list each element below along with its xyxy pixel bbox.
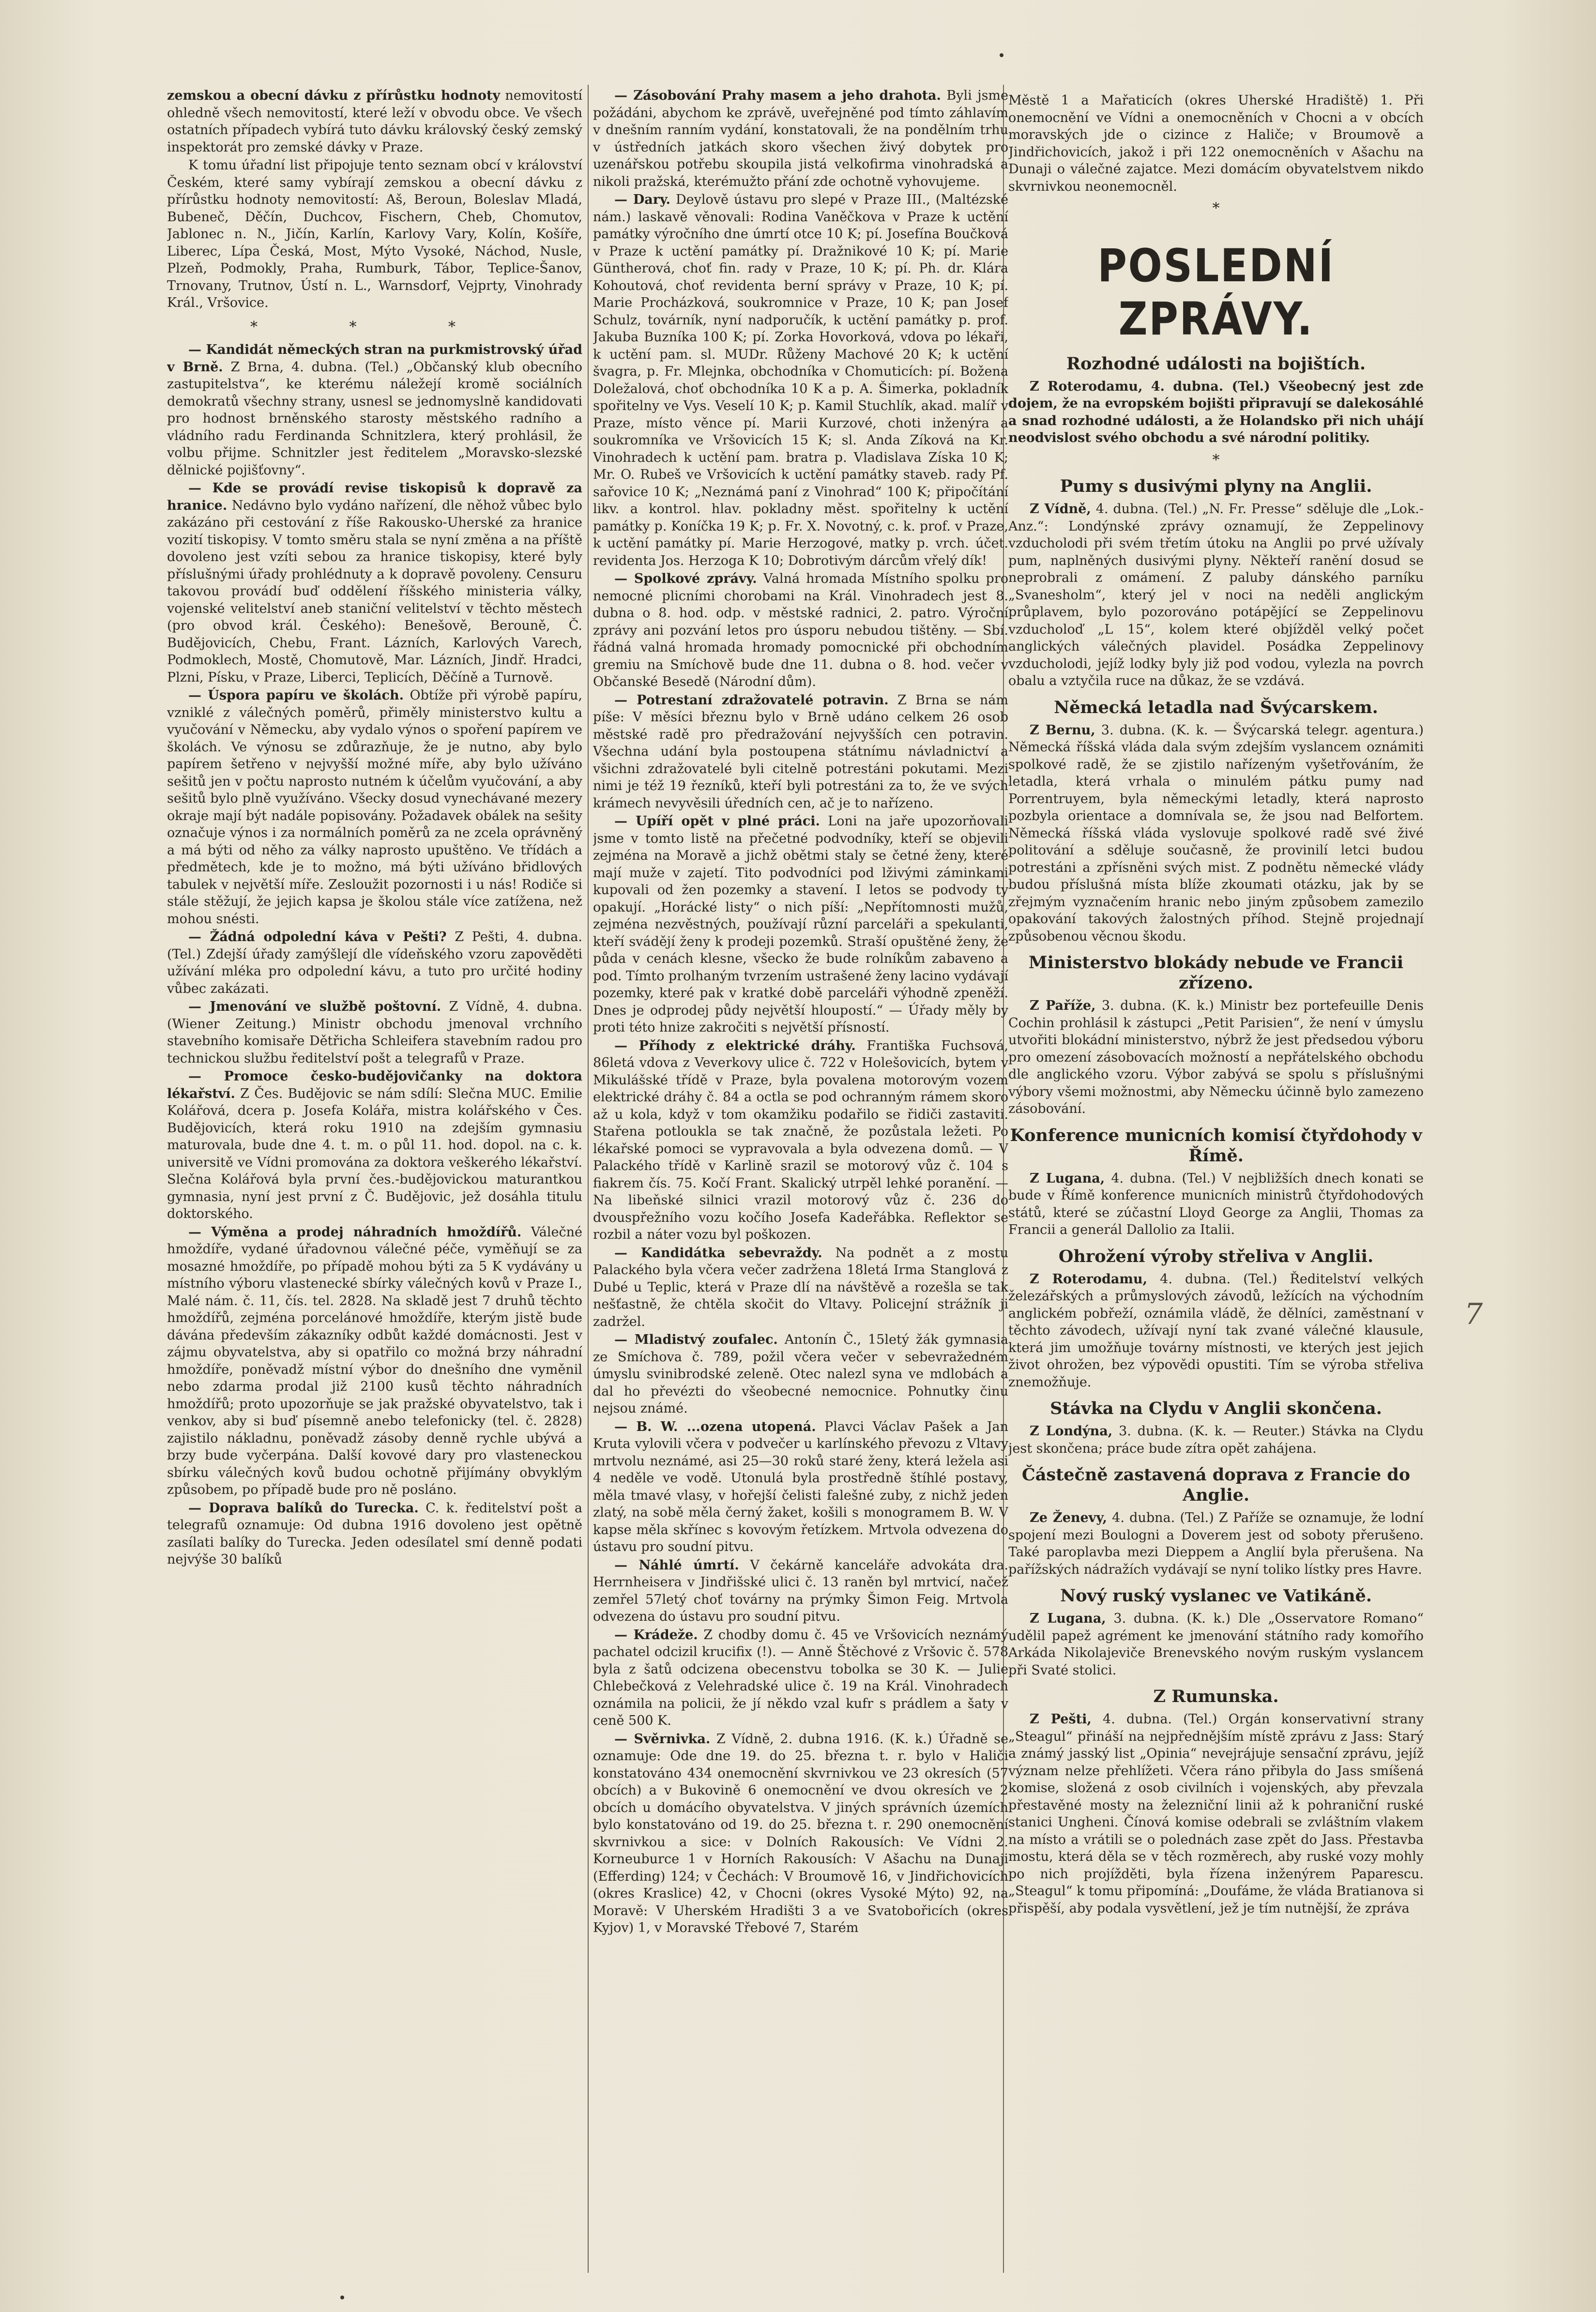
article-headline: Ze Ženevy, xyxy=(1030,1510,1107,1525)
article-headline: — B. W. ...ozena utopená. xyxy=(614,1419,816,1434)
print-speck xyxy=(1000,53,1003,57)
article-text: Z Pešti, 4. dubna. (Tel.) Zdejší úřady zamýšlejí dle vídeňského vzoru zapověděti užívání mléka pro odpolední kávu, a tuto pro určité hodiny vůbec zakázati. xyxy=(167,929,582,996)
article-headline: Z Pešti, xyxy=(1030,1712,1092,1727)
article-text: Valná hromada Místního spolku pro nemocné plicními chorobami na Král. Vinohradech jest 8. dubna o 8. hod. odp. v městské radnici, 2. patro. Výroční zprávy ani pozvání letos pro úsporu nebudou tištěny. — Sbí. řádná valná hromada hromady pomocnické při obchodním gremiu na Smíchově bude dne 11. dubna o 8. hod. večer v Občanské Besedě (Národní dům). xyxy=(593,571,1008,689)
article-text: Z Vídně, 2. dubna 1916. (K. k.) Úřadně se oznamuje: Ode dne 19. do 25. března t. r. bylo v Haliči konstatováno 434 onemocnění skvrnivkou ve 23 okresích (57 obcích) a v Bukovině 6 onemocnění ve dvou okresích ve 2 obcích u domácího obyvatelstva. V jiných správních územích bylo konstatováno od 19. do 25. března t. r. 290 onemocnění skvrnivkou a sice: v Dolních Rakousích: Ve Vídni 2. Korneuburce 1 v Horních Rakousích: V Ašachu na Dunaji (Efferding) 124; v Čechách: V Broumově 16, v Jindřichovicích (okres Kraslice) 42, v Chocni (okres Vysoké Mýto) 92, na Moravě: V Uherském Hradišti 3 a ve Svatobořicích (okres Kyjov) 1, v Moravské Třebové 7, Starém xyxy=(593,1731,1008,1935)
news-item xyxy=(1008,722,1424,945)
section-heading: Ohrožení výroby střeliva v Anglii. xyxy=(1058,1246,1374,1266)
article-headline: Z Bernu, xyxy=(1030,722,1095,738)
article-headline: — Výměna a prodej náhradních hmoždířů. xyxy=(188,1224,522,1240)
article-text: 3. dubna. (K. k. — Švýcarská telegr. agentura.) Německá říšská vláda dala svým zdejším vyslancem oznámiti spolkové radě, že se zjistilo nařízeným vyšetřováním, že letadla, která vrhala o minulém pátku pumy nad Porrentruyem, byla německými letadly, která naprosto pozbyla orientace a domnívala se, že jsou nad Belfortem. Německá říšská vláda vyslovuje spolkové radě své živé politování a sděluje současně, že provinilí letci budou potrestáni a zpřísněni svých mist. Z podnětu německé vlády budou příslušná místa blíže zkoumati otázku, jak by se zřejmým vyznačením hranic nebo jiným způsobem zamezilo opakování takových žalostných příhod. Stejně projednají způsobenou věcnou škodu. xyxy=(1008,722,1424,944)
article-text: 4. dubna. (Tel.) Všeobecný jest zde dojem, že na evropském bojišti připravují se dalekosáhlé a snad rozhodné události, a že Holandsko při nich uhájí neodvislost svého obchodu a své národní politiky. xyxy=(1008,379,1424,445)
section-heading: Rozhodné události na bojištích. xyxy=(1066,353,1366,374)
article-paragraph xyxy=(167,687,582,928)
article-headline: — Úspora papíru ve školách. xyxy=(188,688,404,703)
article-paragraph xyxy=(1008,1711,1424,1917)
article-text: 3. dubna. (K. k.) Dle „Osservatore Romano“ udělil papež agrément ke jmenování státního rady komořího Arkáda Nikolajeviče Brenevského novým ruským vyslancem při Svaté stolici. xyxy=(1008,1611,1424,1678)
news-item xyxy=(1008,1711,1424,1917)
article-paragraph xyxy=(593,1331,1008,1417)
news-item xyxy=(1008,1610,1424,1679)
article-text: 4. dubna. (Tel.) Orgán konservativní strany „Steagul“ přináší na nejpřednějším místě zprávu z Jass: Starý a známý jasský list „Opinia“ nevejrájuje sensační zprávu, jejíž význam nelze přehlížeti. Včera ráno přibyla do Jass smíšená komise, složená z osob civilních i vojenských, aby převzala přestavěné mosty na železniční linii až k pohraniční ruské stanici Ungheni. Čínová komise odebrali se zvláštním vlakem na místo a vrátili se o polednách zase zpět do Jass. Přestavba mostu, která děla se v těch rozměrech, aby ruské vozy mohly po nich projížděti, byla řízena inženýrem Paparescu. „Steagul“ k tomu připomíná: „Doufáme, že vláda Bratianova si přispěší, aby podala vysvětlení, jež je tím nutnější, že zpráva xyxy=(1008,1712,1424,1916)
section-divider: * * * xyxy=(250,318,500,335)
article-text: 4. dubna. (Tel.) Z Paříže se oznamuje, že lodní spojení mezi Boulogni a Doverem jest od soboty přerušeno. Také paroplavba mezi Dieppem a Anglií byla přerušena. Na pařížských nádražích vydávají se nyní toliko lístky pres Havre. xyxy=(1008,1510,1424,1577)
article-paragraph xyxy=(167,480,582,686)
article-headline: — Jmenování ve službě poštovní. xyxy=(188,999,441,1014)
article-paragraph xyxy=(1008,1423,1424,1457)
article-headline: Z Roterodamu, xyxy=(1030,379,1143,394)
article-text: Na podnět a z mostu Palackého byla včera večer zadržena 18letá Irma Stanglová z Dubé u Teplic, která v Praze dlí na návštěvě a rozešla se tak nešťastně, že chtěla skočit do Vltavy. Policejní strážník ji zadržel. xyxy=(593,1245,1008,1329)
article-headline: Z Paříže, xyxy=(1030,998,1096,1013)
article-paragraph xyxy=(593,1245,1008,1331)
article-paragraph xyxy=(167,1224,582,1499)
article-headline: — Upíří opět v plné práci. xyxy=(614,814,820,829)
masthead-latest-news: POSLEDNÍ ZPRÁVY. xyxy=(1097,239,1335,346)
article-headline: — Kandidátka sebevraždy. xyxy=(614,1245,822,1261)
article-headline: — Promoce česko-budějovičanky na doktora lékařství. xyxy=(167,1069,582,1101)
article-headline: Z Roterodamu, xyxy=(1030,1271,1147,1287)
section-heading: Ministerstvo blokády nebude ve Francii zřízeno. xyxy=(1028,953,1404,993)
article-headline: Z Lugana, xyxy=(1030,1611,1106,1626)
article-headline: — Doprava balíků do Turecka. xyxy=(188,1500,419,1516)
article-text: K tomu úřadní list připojuje tento seznam obcí v království Českém, které samy vybírají zemskou a obecní dávku z přírůstku hodnoty nemovitostí: Aš, Beroun, Boleslav Mladá, Bubeneč, Děčín, Duchcov, Fischern, Cheb, Chomutov, Jablonec n. N., Jičín, Karlín, Karlovy Vary, Kolín, Košíře, Liberec, Lípa Česká, Most, Mýto Vysoké, Náchod, Nusle, Plzeň, Podmokly, Praha, Rumburk, Tábor, Teplice-Šanov, Trnovany, Trutnov, Ústí n. L., Warnsdorf, Vejprty, Vinohrady Král., Vršovice. xyxy=(167,158,582,310)
article-paragraph xyxy=(1008,378,1424,447)
article-text: Z Brna se nám píše: V měsíci březnu bylo v Brně udáno celkem 26 osob městské radě pro předražování nejvyšších cen potravin. Všechna udání byla postoupena státnímu návladnictví a všichni zdražovatelé byli citelně potrestáni pokutami. Mezi nimi je též 19 řezníků, kteří byli potrestáni za to, že ve svých krámech nevyvěsili úředních cen, ač je to nařízeno. xyxy=(593,692,1008,811)
intro-paragraph: Městě 1 a Mařaticích (okres Uherské Hradiště) 1. Při onemocnění ve Vídni a onemocněních v Chocni a v obcích moravských jde o cizince z Haliče; v Broumově a Jindřichovicích, jakož i při 122 onemocněních v Ašachu na Dunaji o válečné zajatce. Mezi domácím obyvatelstvem nikdo skvrnivkou neonemocněl. xyxy=(1008,93,1424,194)
article-paragraph xyxy=(593,570,1008,691)
article-paragraph xyxy=(167,341,582,479)
article-text: Z Brna, 4. dubna. (Tel.) „Občanský klub obecního zastupitelstva“, ke kterému náležejí kromě sociálních demokratů všechny strany, usnesl se jednomyslně kandidovati pro hodnost brněnského starosty městského radního a vládního radu Ferdinanda Schnitzlera, který prohlásil, že volbu přijme. Schnitzler jest ředitelem „Moravsko-slezské dělnické pojišťovny“. xyxy=(167,359,582,478)
column-3 xyxy=(1008,92,1424,2299)
article-text: nemovitostí ohledně všech nemovitostí, které leží v obvodu obce. Ve všech ostatních případech vybírá tuto dávku královský český zemský inspektorát pro zemské dávky v Praze. xyxy=(167,88,582,155)
article-text: 4. dubna. (Tel.) Ředitelství velkých železářských a průmyslových závodů, ležících na východním anglickém pobřeží, oznámila vládě, že dělníci, zaměstnaní v těchto závodech, užívají nyní tak zvané válečné klausule, která jim umožňuje továrny místnosti, ve kterých jest jejich život ohrožen, bez výpovědi opustiti. Tím se výroba střeliva znemožňuje. xyxy=(1008,1271,1424,1390)
article-paragraph xyxy=(167,1500,582,1568)
article-headline: — Dary. xyxy=(614,192,670,207)
article-text: Deylově ústavu pro slepé v Praze III., (Maltézské nám.) laskavě věnovali: Rodina Vaněčkova v Praze k uctění památky výročního dne úmrtí otce 10 K; pí. Josefína Boučková v Praze k uctění památky pí. Dražnikové 10 K; pí. Marie Güntherová, choť fin. rady v Praze, 10 K; pí. Ph. dr. Klára Kohoutová, choť revidenta berní správy v Praze, 10 K; pí. Marie Procházková, soukromnice v Praze, 10 K; pan Josef Schulz, továrník, nyní nadporučík, k uctění památky p. prof. Jakuba Buzníka 100 K; pí. Zorka Hovorková, vdova po lékaři, k uctění pam. sl. MUDr. Růženy Machové 20 K; k uctění švagra, p. Fr. Mlejnka, obchodníka v Chomuticích: pí. Božena Doležalová, choť obchodníka 10 K a p. A. Šimerka, pokladník spořitelny ve Vys. Veselí 10 K; p. Kamil Stuchlík, akad. malíř v Praze, místo věnce pí. Marii Kurzové, choti inženýra a soukromníka ve Vršovicích 15 K; sl. Anda Zíková na Kr. Vinohradech k uctění pam. bratra p. Vladislava Získa 10 K; Mr. O. Rubeš ve Vršovicích k uctění památky staveb. rady Pf. sařovice 10 K; „Neznámá paní z Vinohrad“ 100 K; připočítání likv. a kontrol. hlav. pokladny měst. spořitelny k uctění památky p. Koníčka 19 K; p. Fr. X. Novotný, c. k. prof. v Praze, k uctění památky pí. Marie Herzogové, matky p. vrch. účet. revidenta Jos. Herzoga K 10; Dobrotivým dárcům vřelý dík! xyxy=(593,192,1008,568)
article-text: 3. dubna. (K. k.) Ministr bez portefeuille Denis Cochin prohlásil k zástupci „Petit Parisien“, že není v úmyslu utvořiti blokádní ministerstvo, nýbrž že jest předsedou výboru pro omezení zásobovacích možností a nepřátelského obchodu dle anglického vzoru. Výbor zabývá se spolu s příslušnými výbory všemi možnostmi, aby Německu účinně bylo zamezeno zásobování. xyxy=(1008,998,1424,1116)
article-paragraph xyxy=(167,998,582,1067)
print-speck xyxy=(340,2296,344,2299)
article-headline: Z Londýna, xyxy=(1030,1424,1113,1439)
article-paragraph xyxy=(593,692,1008,812)
article-headline: — Zásobování Prahy masem a jeho drahota. xyxy=(614,88,941,103)
article-paragraph xyxy=(593,1731,1008,1937)
article-text: 3. dubna. (K. k. — Reuter.) Stávka na Clydu jest skončena; práce bude zítra opět zahájena. xyxy=(1008,1424,1424,1456)
article-headline: — Příhody z elektrické dráhy. xyxy=(614,1038,856,1053)
article-paragraph xyxy=(167,87,582,156)
news-item xyxy=(1008,378,1424,447)
article-paragraph xyxy=(593,813,1008,1036)
section-heading: Z Rumunska. xyxy=(1153,1687,1279,1706)
article-headline: zemskou a obecní dávku z přírůstku hodnoty xyxy=(167,88,501,103)
article-paragraph xyxy=(167,157,582,312)
article-paragraph xyxy=(593,1627,1008,1730)
section-heading: Konference municních komisí čtyřdohody v Římě. xyxy=(1010,1125,1422,1166)
column-rule xyxy=(588,85,589,2273)
article-paragraph xyxy=(593,1037,1008,1244)
article-paragraph xyxy=(593,87,1008,190)
article-paragraph xyxy=(1008,501,1424,690)
section-divider: * xyxy=(1212,451,1220,469)
latest-news-sections xyxy=(1008,354,1424,1917)
article-headline: — Kandidát německých stran na purkmistrovský úřad v Brně. xyxy=(167,342,582,375)
news-item xyxy=(1008,1423,1424,1457)
section-heading: Částečně zastavená doprava z Francie do Anglie. xyxy=(1021,1465,1411,1505)
article-paragraph xyxy=(1008,1509,1424,1578)
article-text: Františka Fuchsová, 86letá vdova z Veverkovy ulice č. 722 v Holešovicích, bytem v Mikulášské třídě v Praze, byla povalena motorovým vozem elektrické dráhy č. 84 a octla se pod ochranným rámem skoro až u kola, když v tom okamžiku podařilo se řidiči zastaviti. Stařena potloukla se tak značně, že pozůstala ležeti. Po lékařské pomoci se vypravovala a byla odvezena domů. — V Palackého třídě v Karlině srazil se motorový vůz č. 104 s fiakrem čís. 75. Kočí Frant. Skalický utrpěl lehké poranění. — Na libeňské silnici vrazil motorový vůz č. 236 do dvouspřežního vozu kočího Josefa Kadeřábka. Reflektor se rozbil a náter vozu byl poškozen. xyxy=(593,1038,1008,1242)
section-heading: Nový ruský vyslanec ve Vatikáně. xyxy=(1060,1586,1372,1606)
article-paragraph xyxy=(1008,997,1424,1118)
article-text: Nedávno bylo vydáno nařízení, dle něhož vůbec bylo zakázáno při cestování z říše Rakousko-Uherské za hranice vozití tiskopisy. V tomto směru stala se nyní změna a na příště dovoleno jest vzíti sebou za hranice tiskopisy, které byly příslušnými úřady prohlédnuty a k dopravě povoleny. Censuru takovou provádí buď oddělení říšského ministeria války, vojenské velitelství aneb staniční velitelství v těchto městech (pro obvod král. Českého): Benešově, Berouně, Č. Budějovicích, Chebu, Frant. Lázních, Karlových Varech, Podmoklech, Mostě, Chomutově, Mar. Lázních, Jindř. Hradci, Plzni, Písku, v Praze, Liberci, Teplicích, Děčíně a Turnově. xyxy=(167,498,582,685)
article-headline: Z Vídně, xyxy=(1030,502,1091,517)
news-item xyxy=(1008,1170,1424,1239)
article-text: 4. dubna. (Tel.) V nejbližších dnech konati se bude v Římě konference municních ministrů čtyřdohodových států, které se zúčastní Lloyd George za Anglii, Thomas za Francii a generál Dallolio za Italii. xyxy=(1008,1171,1424,1237)
article-headline: — Krádeže. xyxy=(614,1627,698,1643)
article-paragraph xyxy=(1008,722,1424,945)
article-headline: — Potrestaní zdražovatelé potravin. xyxy=(614,692,889,708)
article-paragraph xyxy=(593,1557,1008,1626)
article-text: Byli jsme požádáni, abychom ke zprávě, uveřejněné pod tímto záhlavím v dnešním ranním vydání, konstatovali, že na pondělním trhu v ústředních jatkách skoro všechen živý dobytek pro uzenářskou potřebu skoupila jistá velkofirma vinohradská a nikoli pražská, kterémužto přání zde ochotně vyhovujeme. xyxy=(593,88,1008,189)
article-headline: — Svěrnivka. xyxy=(614,1731,711,1747)
article-text: Loni na jaře upozorňovali jsme v tomto listě na přečetné podvodníky, kteří se objevili zejména na Moravě a jichž obětmi staly se četné ženy, které mají muže v zajetí. Tito podvodníci pod lživými záminkami kupovali od žen pozemky a stavení. I letos se podvody ty opakují. „Horácké listy“ o nich píší: „Nepřítomnosti mužů, zejména nezvěstných, používají různí parceláři a spekulanti, kteří svádějí ženy k prodeji pozemků. Straší opuštěné ženy, že půda v cenách klesne, všecko že bude rolníkům zabaveno a pod. Tímto prolhaným tvrzením ustrašené ženy lacino vydávají pozemky, které pak v kratké době parceláři výhodně zpeněží. Dnes je odprodej půdy největší hloupostí.“ — Úřady měly by proti této hnize zakročiti s největší přísností. xyxy=(593,814,1008,1035)
column-1 xyxy=(167,87,582,2295)
article-text: Obtíže při výrobě papíru, vzniklé z válečných poměrů, přiměly ministerstvo kultu a vyučování v Německu, aby vydalo výnos o spoření papírem ve školách. Ve výnosu se zdůrazňuje, že je nutno, aby bylo papírem šetřeno v nejvyšší možné míře, aby bylo užíváno sešitů jen v počtu naprosto nutném k účelům vyučování, a aby sešitů bylo plně využíváno. Všecky dosud vynechávané mezery okraje mají být nadále popisovány. Požadavek obálek na sešity označuje výnos i za normálních poměrů za ne zcela oprávněný a má býti od něho za války naprosto upuštěno. Ve třídách a předmětech, kde je to možno, má býti užíváno břidlových tabulek v největší míře. Zesloužit pozornosti i u nás! Rodiče si stále stěžují, že jejich kapsa je školou stále více zatížena, než mohou snésti. xyxy=(167,688,582,927)
article-paragraph xyxy=(593,191,1008,569)
article-text: C. k. ředitelství pošt a telegrafů oznamuje: Od dubna 1916 dovoleno jest opětně zasílati balíky do Turecka. Jeden odesílatel smí denně podati nejvýše 30 balíků xyxy=(167,1500,582,1567)
article-text: V čekárně kanceláře advokáta dra. Herrnheisera v Jindřišské ulici č. 13 raněn byl mrtvicí, načež zemřel 57letý choť továrny na prýmky Šimon Feig. Mrtvola odvezena do ústavu pro soudní pitvu. xyxy=(593,1557,1008,1624)
column-2 xyxy=(593,87,1008,2295)
article-headline: — Žádná odpolední káva v Pešti? xyxy=(188,929,447,944)
article-headline: — Mladistvý zoufalec. xyxy=(614,1332,778,1347)
article-text: Z Čes. Budějovic se nám sdílí: Slečna MUC. Emilie Kolářová, dcera p. Josefa Kolářa, mistra kolářského v Čes. Budějovicích, která roku 1910 na zdejším gymnasiu maturovala, bude dne 4. t. m. o půl 11. hod. dopol. na c. k. universitě ve Vídni promována za doktora veškerého lékařství. Slečna Kolářová byla první čes.-budějovickou maturantkou gymnasia, nyní jest první z Č. Budějovic, jež dosáhla titulu doktorského. xyxy=(167,1086,582,1221)
section-heading: Stávka na Clydu v Anglii skončena. xyxy=(1050,1399,1382,1418)
article-paragraph xyxy=(593,1418,1008,1556)
article-headline: — Kde se provádí revise tiskopisů k dopravě za hranice. xyxy=(167,481,582,513)
section-heading: Německá letadla nad Švýcarskem. xyxy=(1054,697,1378,717)
article-headline: Z Lugana, xyxy=(1030,1171,1105,1186)
section-divider: * xyxy=(1212,200,1220,217)
article-headline: — Spolkové zprávy. xyxy=(614,571,757,586)
article-headline: — Náhlé úmrtí. xyxy=(614,1557,739,1573)
margin-mark: 7 xyxy=(1464,1297,1483,1331)
article-paragraph xyxy=(167,1068,582,1223)
article-paragraph xyxy=(1008,1610,1424,1679)
article-text: Z chodby domu č. 45 ve Vršovicích neznámý pachatel odcizil krucifix (!). — Anně Štěchové z Vršovic č. 578 byla z šatů odcizena obecenstvu tobolka se 30 K. — Julie Chlebečková z Velehradské ulice č. 19 na Král. Vinohradech oznámila na policii, že jí někdo vzal kufr s prádlem a šaty v ceně 500 K. xyxy=(593,1627,1008,1728)
section-heading: Pumy s dusivými plyny na Anglii. xyxy=(1060,476,1372,496)
news-item xyxy=(1008,501,1424,690)
article-paragraph xyxy=(167,928,582,997)
article-text: 4. dubna. (Tel.) „N. Fr. Presse“ sděluje dle „Lok.-Anz.“: Londýnské zprávy oznamují, že Zeppelinovy vzducholodi při svém třetím útoku na Anglii po prvé užívaly pum, naplněných dusivými plyny. Někteří ranění dosud se neprobrali z omámení. Z paluby dánského parníku „Svanesholm“, který jel v noci na neděli anglickým průplavem, bylo pozorováno potápějící se Zeppelinovu vzducholoď „L 15“, kolem které objížděl velký počet anglických válečných plavidel. Posádka Zeppelinovy vzducholodi, jejíž lodky byly již pod vodou, vylezla na povrch obalu a vztyčila ruce na důkaz, že se vzdává. xyxy=(1008,502,1424,688)
news-item xyxy=(1008,1271,1424,1391)
article-text: Plavci Václav Pašek a Jan Kruta vylovili včera v podvečer u karlínského převozu z Vltavy mrtvolu neznámé, asi 25—30 roků staré ženy, která ležela asi 4 neděle ve vodě. Utonulá byla prostředně štíhlé postavy, měla tmavé vlasy, v hořejší čelisti falešné zuby, z nichž jeden zlatý, na sobě měla černý žaket, košili s monogramem B. W. V kapse měla skřínec s kovovým řetízkem. Mrtvola odvezena do ústavu pro soudní pitvu. xyxy=(593,1419,1008,1554)
article-text: Z Vídně, 4. dubna. (Wiener Zeitung.) Ministr obchodu jmenoval vrchního stavebního komisaře Dětřicha Schleifera stavebním radou pro technickou službu ředitelství pošt a telegrafů v Praze. xyxy=(167,999,582,1066)
article-text: Antonín Č., 15letý žák gymnasia ze Smíchova č. 789, požil včera večer v sebevražedném úmyslu svinibrodské zeleně. Otec nalezl syna ve mdlobách a dal ho převézti do všeobecné nemocnice. Pohnutky činu nejsou známé. xyxy=(593,1332,1008,1416)
article-paragraph xyxy=(1008,1271,1424,1391)
news-item xyxy=(1008,997,1424,1118)
article-paragraph xyxy=(1008,1170,1424,1239)
article-text: Válečné hmoždíře, vydané úřadovnou válečné péče, vyměňují se za mosazné hmoždíře, po případě mohou býti za 5 K vydávány u místního výboru vlastenecké sbírky válečných kovů v Praze I., Malé nám. č. 11, čís. tel. 2828. Na skladě jest 7 druhů těchto hmoždířů, zejména porcelánové hmoždíře, kterým jistě bude dávána především zákazníky odbůt každé domácnosti. Jest v zájmu obyvatelstva, aby si opatřilo co možná brzy náhradní hmoždíře, poněvadž místní výbor do dnešního dne vyměnil nebo zdarma prodal již 2100 kusů těchto náhradních hmoždířů; proto upozorňuje se jak pražské obyvatelstvo, tak i venkov, aby si buď písemně anebo telefonicky (tel. č. 2828) zajistilo nákladnu, poněvadž zásoby denně rychle ubývá a brzy bude vyčerpána. Další kovové dary pro vlasteneckou sbírku válečných kovů budou ochotně přijímány obvyklým způsobem, po případě bude pro ně posláno. xyxy=(167,1224,582,1497)
news-item xyxy=(1008,1509,1424,1578)
